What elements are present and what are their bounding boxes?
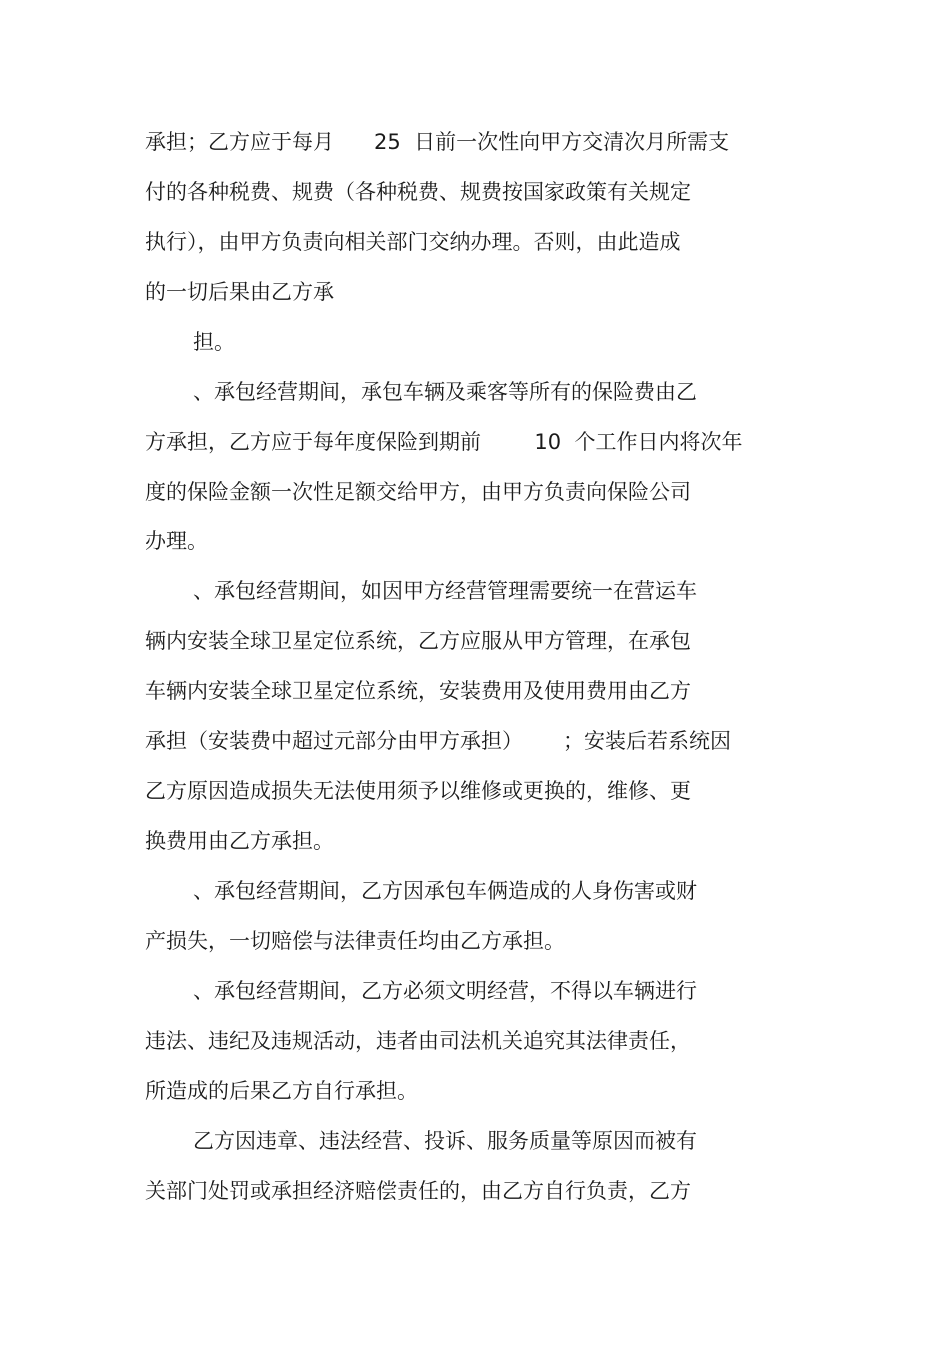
text-line: 、承包经营期间，乙方因承包车俩造成的人身伤害或财 — [193, 879, 697, 903]
text-line: 付的各种税费、规费（各种税费、规费按国家政策有关规定 — [145, 180, 691, 204]
text-line: 所造成的后果乙方自行承担。 — [145, 1079, 418, 1103]
text-line: 关部门处罚或承担经济赔偿责任的，由乙方自行负责，乙方 — [145, 1179, 691, 1203]
text-line: 、承包经营期间，乙方必须文明经营，不得以车辆进行 — [193, 979, 697, 1003]
text-line: 办理。 — [145, 529, 208, 553]
text-line: 度的保险金额一次性足额交给甲方，由甲方负责向保险公司 — [145, 480, 691, 504]
text-line: 担。 — [193, 330, 235, 354]
text-line: 乙方因违章、违法经营、投诉、服务质量等原因而被有 — [193, 1129, 697, 1153]
text-line: 方承担，乙方应于每年度保险到期前 10 个工作日内将次年 — [145, 430, 743, 454]
text-line: 辆内安装全球卫星定位系统，乙方应服从甲方管理，在承包 — [145, 629, 691, 653]
text-line: 的一切后果由乙方承 — [145, 280, 334, 304]
text-line: 、承包经营期间，承包车辆及乘客等所有的保险费由乙 — [193, 380, 697, 404]
text-line: 乙方原因造成损失无法使用须予以维修或更换的，维修、更 — [145, 779, 691, 803]
text-line: 执行），由甲方负责向相关部门交纳办理。否则，由此造成 — [145, 230, 681, 254]
text-line: 车辆内安装全球卫星定位系统，安装费用及使用费用由乙方 — [145, 679, 691, 703]
text-line: 承担（安装费中超过元部分由甲方承担） ；安装后若系统因 — [145, 729, 732, 753]
text-line: 违法、违纪及违规活动，违者由司法机关追究其法律责任， — [145, 1029, 691, 1053]
text-line: 产损失，一切赔偿与法律责任均由乙方承担。 — [145, 929, 565, 953]
text-line: 换费用由乙方承担。 — [145, 829, 334, 853]
text-line: 、承包经营期间，如因甲方经营管理需要统一在营运车 — [193, 579, 697, 603]
text-line: 承担；乙方应于每月 25 日前一次性向甲方交清次月所需支 — [145, 130, 730, 154]
